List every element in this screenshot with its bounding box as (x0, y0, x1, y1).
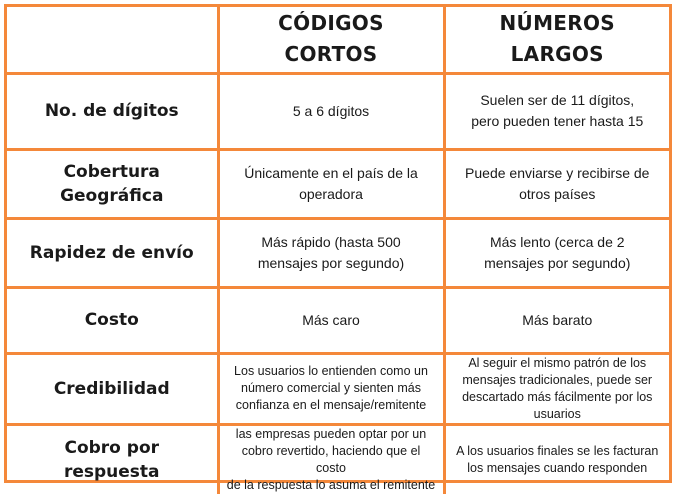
header-empty-cell (7, 7, 218, 73)
cell-text-line: cobro revertido, haciendo que el costo (241, 443, 421, 475)
row-label-line: Cobertura (63, 161, 160, 182)
header-short-codes (218, 7, 444, 73)
cell-text-line: los mensajes cuando responden (467, 460, 648, 475)
long-numbers-cell (444, 424, 669, 494)
cell-text-line: confianza en el mensaje/remitente (235, 398, 427, 412)
table-row-credibility (7, 353, 669, 424)
cell-text-line: otros países (519, 185, 596, 202)
cell-text-line: mensajes tradicionales, puede ser (462, 372, 653, 387)
row-label-line: respuesta (63, 461, 160, 482)
cell-text-line: mensajes por segundo) (257, 254, 405, 271)
row-label (7, 424, 218, 494)
long-numbers-cell (444, 218, 669, 287)
comparison-table-frame (4, 4, 672, 492)
cell-text-line: A los usuarios finales se les facturan (456, 443, 659, 458)
cell-text-line: descartado más fácilmente por los (462, 389, 653, 404)
cell-text-line: Suelen ser de 11 dígitos, (480, 92, 635, 108)
short-codes-cell (218, 149, 444, 218)
row-label-line: Costo (84, 310, 139, 330)
long-numbers-cell (444, 149, 669, 218)
row-label-line: Cobro por (64, 437, 160, 458)
row-label-line: Geográfica (60, 185, 164, 206)
short-codes-cell (218, 424, 444, 494)
table-row-digits (7, 73, 669, 149)
long-numbers-cell (444, 287, 669, 353)
row-label-line: Credibilidad (53, 378, 170, 399)
header-text-line: NÚMEROS (499, 11, 615, 36)
short-codes-cell (218, 73, 444, 149)
table-row-speed (7, 218, 669, 287)
table-row-cost (7, 287, 669, 353)
cell-text-line: Más rápido (hasta 500 (261, 233, 401, 250)
long-numbers-cell (444, 73, 669, 149)
cell-text-line: usuarios (533, 406, 581, 421)
cell-text-line: Los usuarios lo entienden como un (234, 364, 428, 378)
cell-text-line: mensajes por segundo) (484, 254, 631, 271)
cell-text-line: pero pueden tener hasta 15 (471, 113, 644, 129)
row-label-line: Rapidez de envío (29, 242, 194, 263)
row-label (7, 218, 218, 287)
header-row (7, 7, 669, 73)
short-codes-cell (218, 218, 444, 287)
cell-text-line: número comercial y sienten más (241, 381, 421, 395)
table-row-coverage (7, 149, 669, 218)
header-text-line: CORTOS (284, 42, 378, 67)
header-text-line: CÓDIGOS (278, 11, 384, 36)
row-label (7, 73, 218, 149)
cell-text-line: 5 a 6 dígitos (292, 102, 370, 119)
cell-text-line: de la respuesta lo asuma el remitente (226, 477, 436, 492)
row-label (7, 353, 218, 424)
long-numbers-cell (444, 353, 669, 424)
row-label-line: No. de dígitos (44, 101, 179, 121)
cell-text-line: operadora (299, 185, 363, 202)
cell-text-line: las empresas pueden optar por un (235, 426, 427, 441)
header-long-numbers (444, 7, 669, 73)
cell-text-line: Más lento (cerca de 2 (489, 233, 625, 250)
cell-text-line: Más barato (522, 311, 593, 328)
short-codes-cell (218, 353, 444, 424)
comparison-table (7, 7, 669, 494)
cell-text-line: Más caro (302, 311, 360, 328)
row-label (7, 287, 218, 353)
cell-text-line: Puede enviarse y recibirse de (465, 164, 650, 181)
header-text-line: LARGOS (510, 42, 604, 67)
short-codes-cell (218, 287, 444, 353)
cell-text-line: Al seguir el mismo patrón de los (468, 355, 647, 370)
cell-text-line: Únicamente en el país de la (244, 164, 418, 181)
row-label (7, 149, 218, 218)
table-row-reply-billing (7, 424, 669, 494)
